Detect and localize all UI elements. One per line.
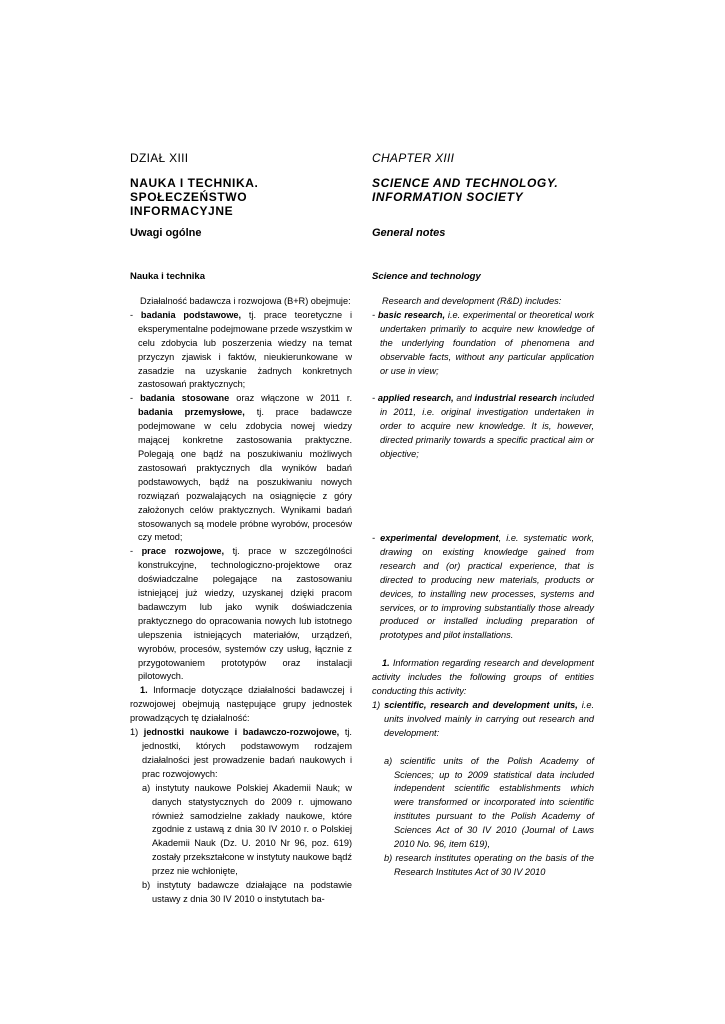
term-bold: industrial research: [474, 393, 557, 404]
list-item-basic-research: - basic research, i.e. experimental or theoretical work undertaken primarily to acquire new knowledge of the underlying foundation of phenomena and observable facts, without any particular application or use in view;: [372, 309, 594, 376]
intro-paragraph: Research and development (R&D) includes:: [382, 296, 562, 306]
polish-column: [130, 150, 353, 904]
list-item-development: - experimental development, i.e. systematic work, drawing on existing knowledge gained from research and (or) practical experience, that is directed to producing new materials, products or devices, to installing new processes, systems and services, or to improving substantially those already produced or installed including preparation of prototypes and pilot installations.: [372, 532, 594, 641]
general-notes-heading: Uwagi ogólne: [130, 227, 202, 239]
list-item-basic-research: - badania podstawowe, tj. prace teoretyczne i eksperymentalne podejmowane przede wszystkim w celu zdobycia lub poszerzenia wiedzy na temat przyczyn zjawisk i faktów, nieukierunkowane w zasadzie na uzyskanie żadnych konkretnych zastosowań praktycznych;: [130, 309, 352, 390]
chapter-title: NAUKA I TECHNIKA. SPOŁECZEŃSTWO INFORMACYJNE: [130, 176, 259, 218]
term-bold: prace rozwojowe,: [141, 546, 225, 557]
sub-item-1a: a) scientific units of the Polish Academy of Sciences; up to 2009 statistical data included independent scientific establishments which were transformed or incorporated into scientific institutes pursuant to the Polish Academy of Sciences Act of 30 IV 2010 (Journal of Laws 2010 No. 96, item 619),: [384, 755, 594, 850]
rd-definitions: [372, 295, 594, 880]
chapter-label: CHAPTER XIII: [372, 151, 455, 165]
section-subheading: Science and technology: [372, 271, 481, 282]
english-column: [372, 150, 595, 877]
general-notes-heading: General notes: [372, 227, 446, 239]
sub-item-1b: b) research institutes operating on the basis of the Research Institutes Act of 30 IV 2010: [384, 853, 594, 877]
term-bold: applied research,: [377, 393, 454, 404]
list-item-development: - prace rozwojowe, tj. prace w szczególności konstrukcyjne, technologiczno-projektowe oraz doświadczalne polegające na zastosowaniu istniejącej już wiedzy, uzyskanej dzięki pracom badawczym lub jako wynik doświadczenia praktycznego do opracowania nowych lub istotnego ulepszenia istniejących materiałów, urządzeń, wyrobów, procesów, systemów czy usług, łącznie z przygotowaniem prototypów oraz instalacji pilotowych.: [130, 546, 353, 682]
term-bold: badania podstawowe,: [140, 309, 242, 320]
section-subheading: Nauka i technika: [130, 271, 205, 282]
note-1: 1. Informacje dotyczące działalności badawczej i rozwojowej obejmują następujące grupy jednostek prowadzących tę działalność:: [130, 685, 352, 724]
list-item-applied-research: - applied research, and industrial research included in 2011, i.e. original investigation undertaken in order to acquire new knowledge. It is, however, directed primarily towards a specific practical aim or objective;: [372, 393, 595, 460]
rd-definitions: [130, 295, 352, 907]
term-bold: experimental development: [380, 532, 499, 543]
intro-paragraph: Działalność badawcza i rozwojowa (B+R) obejmuje:: [140, 296, 351, 306]
term-bold: badania przemysłowe,: [138, 407, 245, 418]
term-bold: basic research,: [377, 309, 446, 320]
sub-item-1a: a) instytuty naukowe Polskiej Akademii Nauk; w danych statystycznych do 2009 r. ujmowano również samodzielne zakłady naukowe, które zgodnie z ustawą z dnia 30 IV 2010 r. o Polskiej Akademii Nauk (Dz. U. 2010 Nr 96, poz. 619) zostały przekształcone w instytuty naukowe bądź przez nie wchłonięte,: [142, 782, 352, 877]
list-item-applied-research: - badania stosowane oraz włączone w 2011 r. badania przemysłowe, tj. prace badawcze podejmowane w celu zdobycia nowej wiedzy mającej konkretne zastosowania praktyczne. Polegają one bądź na poszukiwaniu możliwych zastosowań praktycznych dla wyników badań podstawowych, bądź na poszukiwaniu nowych rozwiązań pozwalających na osiągnięcie z góry założonych celów praktycznych. Wynikami badań stosowanych są modele próbne wyrobów, procesów czy metod;: [130, 393, 352, 543]
sub-item-1: 1) jednostki naukowe i badawczo-rozwojowe, tj. jednostki, których podstawowym rodzajem działalności jest prowadzenie badań naukowych i prac rozwojowych:: [130, 727, 352, 779]
note-1: 1. Information regarding research and development activity includes the following groups of entities conducting this activity:: [372, 658, 594, 697]
sub-item-1: 1) scientific, research and development units, i.e. units involved mainly in carrying out research and development:: [372, 699, 595, 738]
chapter-label: DZIAŁ XIII: [130, 151, 189, 165]
sub-item-1b: b) instytuty badawcze działające na podstawie ustawy z dnia 30 IV 2010 o instytutach ba-: [142, 880, 352, 904]
term-bold: badania stosowane: [140, 393, 230, 404]
chapter-title: SCIENCE AND TECHNOLOGY. INFORMATION SOCIETY: [372, 176, 559, 204]
